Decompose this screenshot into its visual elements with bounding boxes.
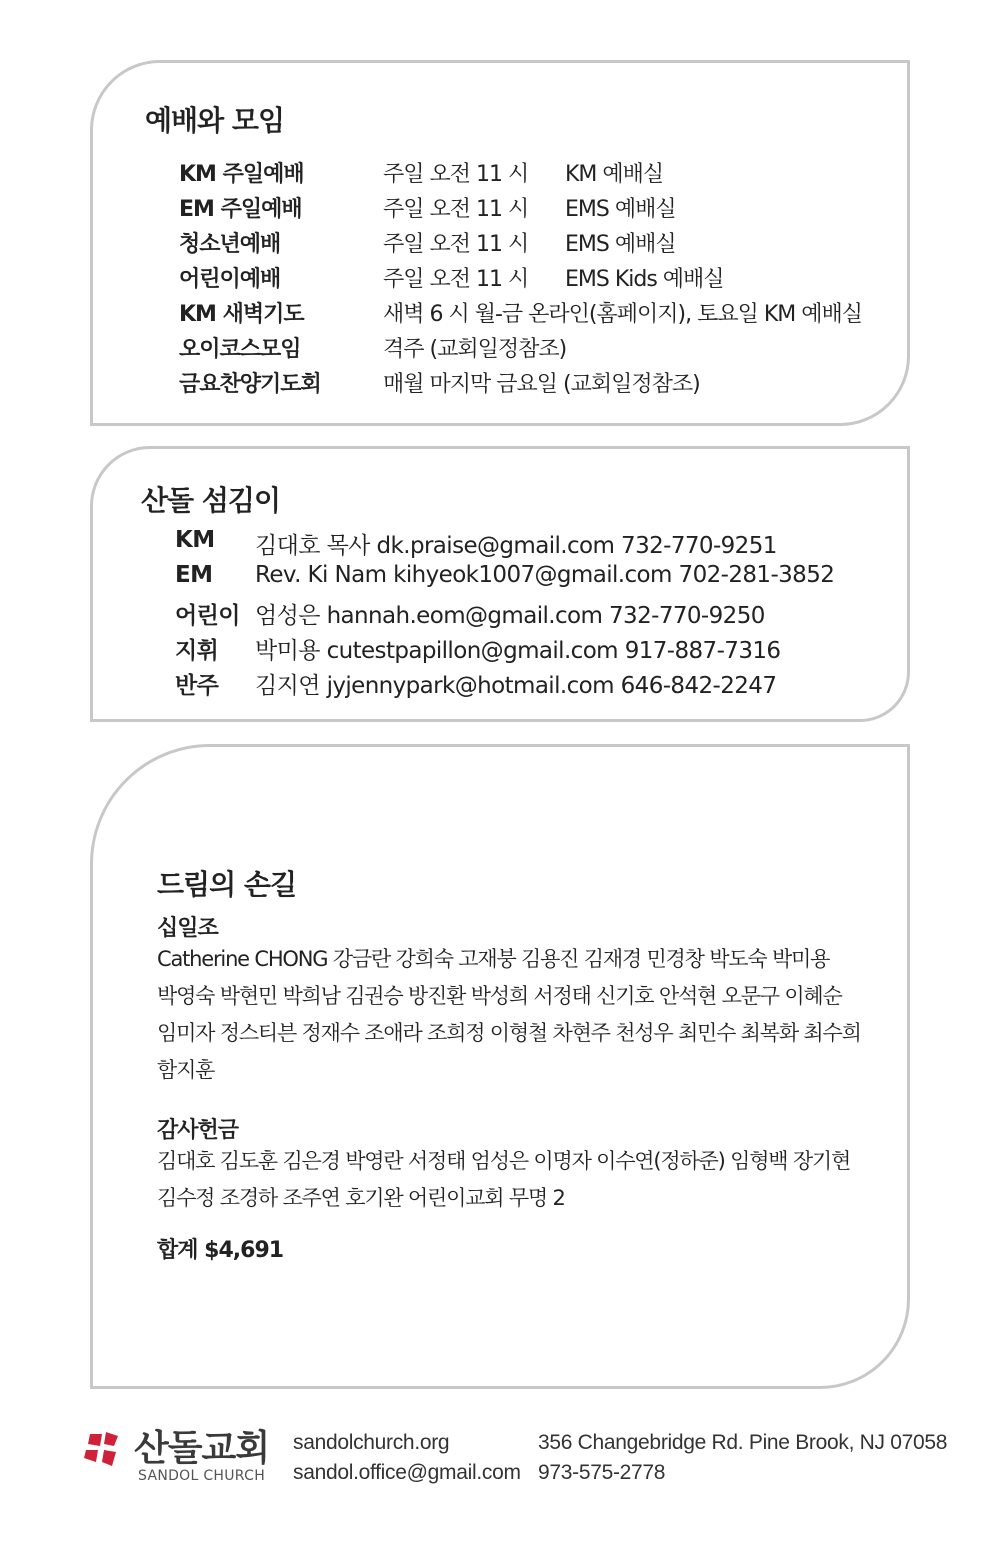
staff-title: 산돌 섬김이 (141, 484, 280, 517)
staff-contact: 박미용 cutestpapillon@gmail.com 917-887-7316 (255, 638, 781, 664)
staff-contact: 김지연 jyjennypark@hotmail.com 646-842-2247 (255, 673, 777, 699)
address-text: 356 Changebridge Rd. Pine Brook, NJ 07058 (538, 1431, 948, 1454)
worship-time: 주일 오전 11 시 (383, 232, 529, 257)
email-link[interactable]: sandol.office@gmail.com (293, 1461, 521, 1484)
offering-title: 드림의 손길 (157, 868, 296, 901)
worship-title: 예배와 모임 (145, 104, 284, 137)
worship-name: 오이코스모임 (179, 337, 301, 362)
worship-name: EM 주일예배 (179, 197, 302, 222)
worship-time: 주일 오전 11 시 (383, 197, 529, 222)
tithe-title: 십일조 (157, 916, 218, 941)
staff-card (90, 446, 910, 722)
tithe-line: 함지훈 (157, 1058, 215, 1082)
worship-name: 어린이예배 (179, 267, 281, 292)
staff-role: EM (175, 562, 213, 588)
thanks-list (157, 1143, 887, 1217)
footer (0, 1410, 1000, 1500)
footer-address (538, 1428, 947, 1488)
footer-contact (293, 1428, 521, 1488)
staff-contact: 엄성은 hannah.eom@gmail.com 732-770-9250 (255, 603, 765, 629)
church-logo-icon (80, 1426, 126, 1472)
worship-place: KM 예배실 (565, 162, 664, 187)
worship-time: 격주 (교회일정참조) (383, 337, 567, 362)
worship-place: EMS 예배실 (565, 232, 676, 257)
worship-place: EMS 예배실 (565, 197, 676, 222)
worship-name: 금요찬양기도회 (179, 372, 321, 397)
phone-text: 973-575-2778 (538, 1461, 666, 1484)
worship-time: 매월 마지막 금요일 (교회일정참조) (383, 372, 700, 397)
worship-card (90, 60, 910, 426)
worship-place: EMS Kids 예배실 (565, 267, 724, 292)
logo-english-name: SANDOL CHURCH (138, 1468, 266, 1484)
thanks-line: 김대호 김도훈 김은경 박영란 서정태 엄성은 이명자 이수연(정하준) 임형백 장기현 (157, 1149, 851, 1173)
thanks-title: 감사헌금 (157, 1118, 239, 1143)
worship-name: KM 주일예배 (179, 162, 304, 187)
staff-contact: Rev. Ki Nam kihyeok1007@gmail.com 702-281-3852 (255, 562, 835, 588)
tithe-line: Catherine CHONG 강금란 강희숙 고재붕 김용진 김재경 민경창 박도숙 박미용 (157, 947, 830, 971)
worship-name: 청소년예배 (179, 232, 281, 257)
worship-time: 새벽 6 시 월-금 온라인(홈페이지), 토요일 KM 예배실 (383, 302, 862, 327)
worship-name: KM 새벽기도 (179, 302, 304, 327)
staff-role: KM (175, 527, 215, 553)
offering-card (90, 744, 910, 1389)
website-link[interactable]: sandolchurch.org (293, 1431, 450, 1454)
tithe-line: 박영숙 박현민 박희남 김권승 방진환 박성희 서정태 신기호 안석현 오문구 이혜순 (157, 984, 842, 1008)
staff-contact: 김대호 목사 dk.praise@gmail.com 732-770-9251 (255, 533, 777, 559)
offering-total: 합계 $4,691 (157, 1238, 284, 1263)
tithe-line: 임미자 정스티븐 정재수 조애라 조희정 이형철 차현주 천성우 최민수 최복화 최수희 (157, 1021, 861, 1045)
staff-role: 어린이 (175, 603, 240, 629)
tithe-list (157, 941, 887, 1089)
staff-role: 반주 (175, 673, 219, 699)
worship-time: 주일 오전 11 시 (383, 267, 529, 292)
thanks-line: 김수정 조경하 조주연 호기완 어린이교회 무명 2 (157, 1186, 565, 1210)
logo-korean-name: 산돌교회 (134, 1428, 270, 1469)
worship-time: 주일 오전 11 시 (383, 162, 529, 187)
staff-role: 지휘 (175, 638, 219, 664)
